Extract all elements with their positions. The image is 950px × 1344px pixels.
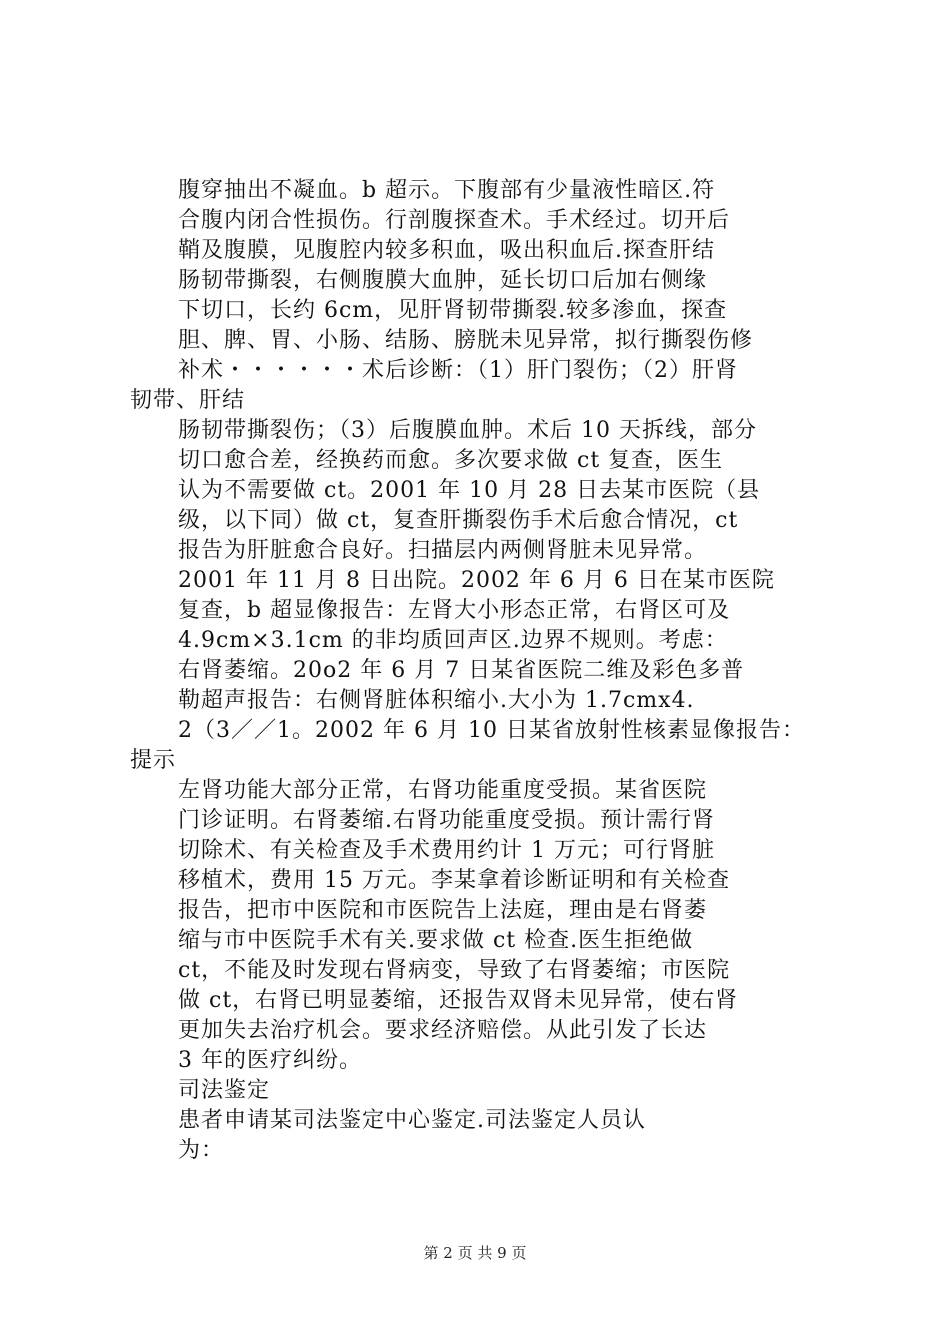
text-line: 2（3／／1。2002 年 6 月 10 日某省放射性核素显像报告： <box>178 718 805 743</box>
section-heading: 司法鉴定 <box>178 1078 271 1103</box>
text-line: 报告为肝脏愈合良好。扫描层内两侧肾脏未见异常。 <box>178 538 708 563</box>
text-line: 腹穿抽出不凝血。b 超示。下腹部有少量液性暗区.符 <box>178 178 716 203</box>
text-line: 门诊证明。右肾萎缩.右肾功能重度受损。预计需行肾 <box>178 808 715 833</box>
text-line: 补术・・・・・・术后诊断：（1）肝门裂伤；（2）肝肾 <box>178 358 738 383</box>
text-line: 3 年的医疗纠纷。 <box>178 1048 362 1073</box>
text-line: 缩与市中医院手术有关.要求做 ct 检查.医生拒绝做 <box>178 928 694 953</box>
text-line: 肠韧带撕裂伤；（3）后腹膜血肿。术后 10 天拆线，部分 <box>178 418 757 443</box>
text-line: 胆、脾、胃、小肠、结肠、膀胱未见异常，拟行撕裂伤修 <box>178 328 754 353</box>
text-line: 移植术，费用 15 万元。李某拿着诊断证明和有关检查 <box>178 868 730 893</box>
text-line: 级，以下同）做 ct，复查肝撕裂伤手术后愈合情况，ct <box>178 508 739 533</box>
text-line: 4.9cm×3.1cm 的非均质回声区.边界不规则。考虑： <box>178 628 728 653</box>
text-line: 患者申请某司法鉴定中心鉴定.司法鉴定人员认 <box>178 1108 646 1133</box>
text-line: 更加失去治疗机会。要求经济赔偿。从此引发了长达 <box>178 1018 708 1043</box>
text-line: 认为不需要做 ct。2001 年 10 月 28 日去某市医院（县 <box>178 478 761 503</box>
text-line: 左肾功能大部分正常，右肾功能重度受损。某省医院 <box>178 778 708 803</box>
text-line: 肠韧带撕裂，右侧腹膜大血肿，延长切口后加右侧缘 <box>178 268 708 293</box>
text-line: 鞘及腹膜，见腹腔内较多积血，吸出积血后.探查肝结 <box>178 238 715 263</box>
text-line: 报告，把市中医院和市医院告上法庭，理由是右肾萎 <box>178 898 708 923</box>
text-line: 做 ct，右肾已明显萎缩，还报告双肾未见异常，使右肾 <box>178 988 739 1013</box>
text-line: 韧带、肝结 <box>130 388 246 413</box>
text-line: 为： <box>178 1138 225 1163</box>
text-line: ct，不能及时发现右肾病变，导致了右肾萎缩；市医院 <box>178 958 731 983</box>
text-line: 勒超声报告：右侧肾脏体积缩小.大小为 1.7cmx4. <box>178 688 695 713</box>
text-line: 复查，b 超显像报告：左肾大小形态正常，右肾区可及 <box>178 598 731 623</box>
page-number-footer: 第 2 页 共 9 页 <box>423 1244 527 1262</box>
text-line: 切除术、有关检查及手术费用约计 1 万元；可行肾脏 <box>178 838 715 863</box>
text-line: 下切口，长约 6cm，见肝肾韧带撕裂.较多渗血，探查 <box>178 298 728 323</box>
text-line: 2001 年 11 月 8 日出院。2002 年 6 月 6 日在某市医院 <box>178 568 775 593</box>
text-line: 提示 <box>130 748 177 773</box>
text-line: 切口愈合差，经换药而愈。多次要求做 ct 复查，医生 <box>178 448 724 473</box>
text-line: 合腹内闭合性损伤。行剖腹探查术。手术经过。切开后 <box>178 208 731 233</box>
text-line: 右肾萎缩。20o2 年 6 月 7 日某省医院二维及彩色多普 <box>178 658 745 683</box>
